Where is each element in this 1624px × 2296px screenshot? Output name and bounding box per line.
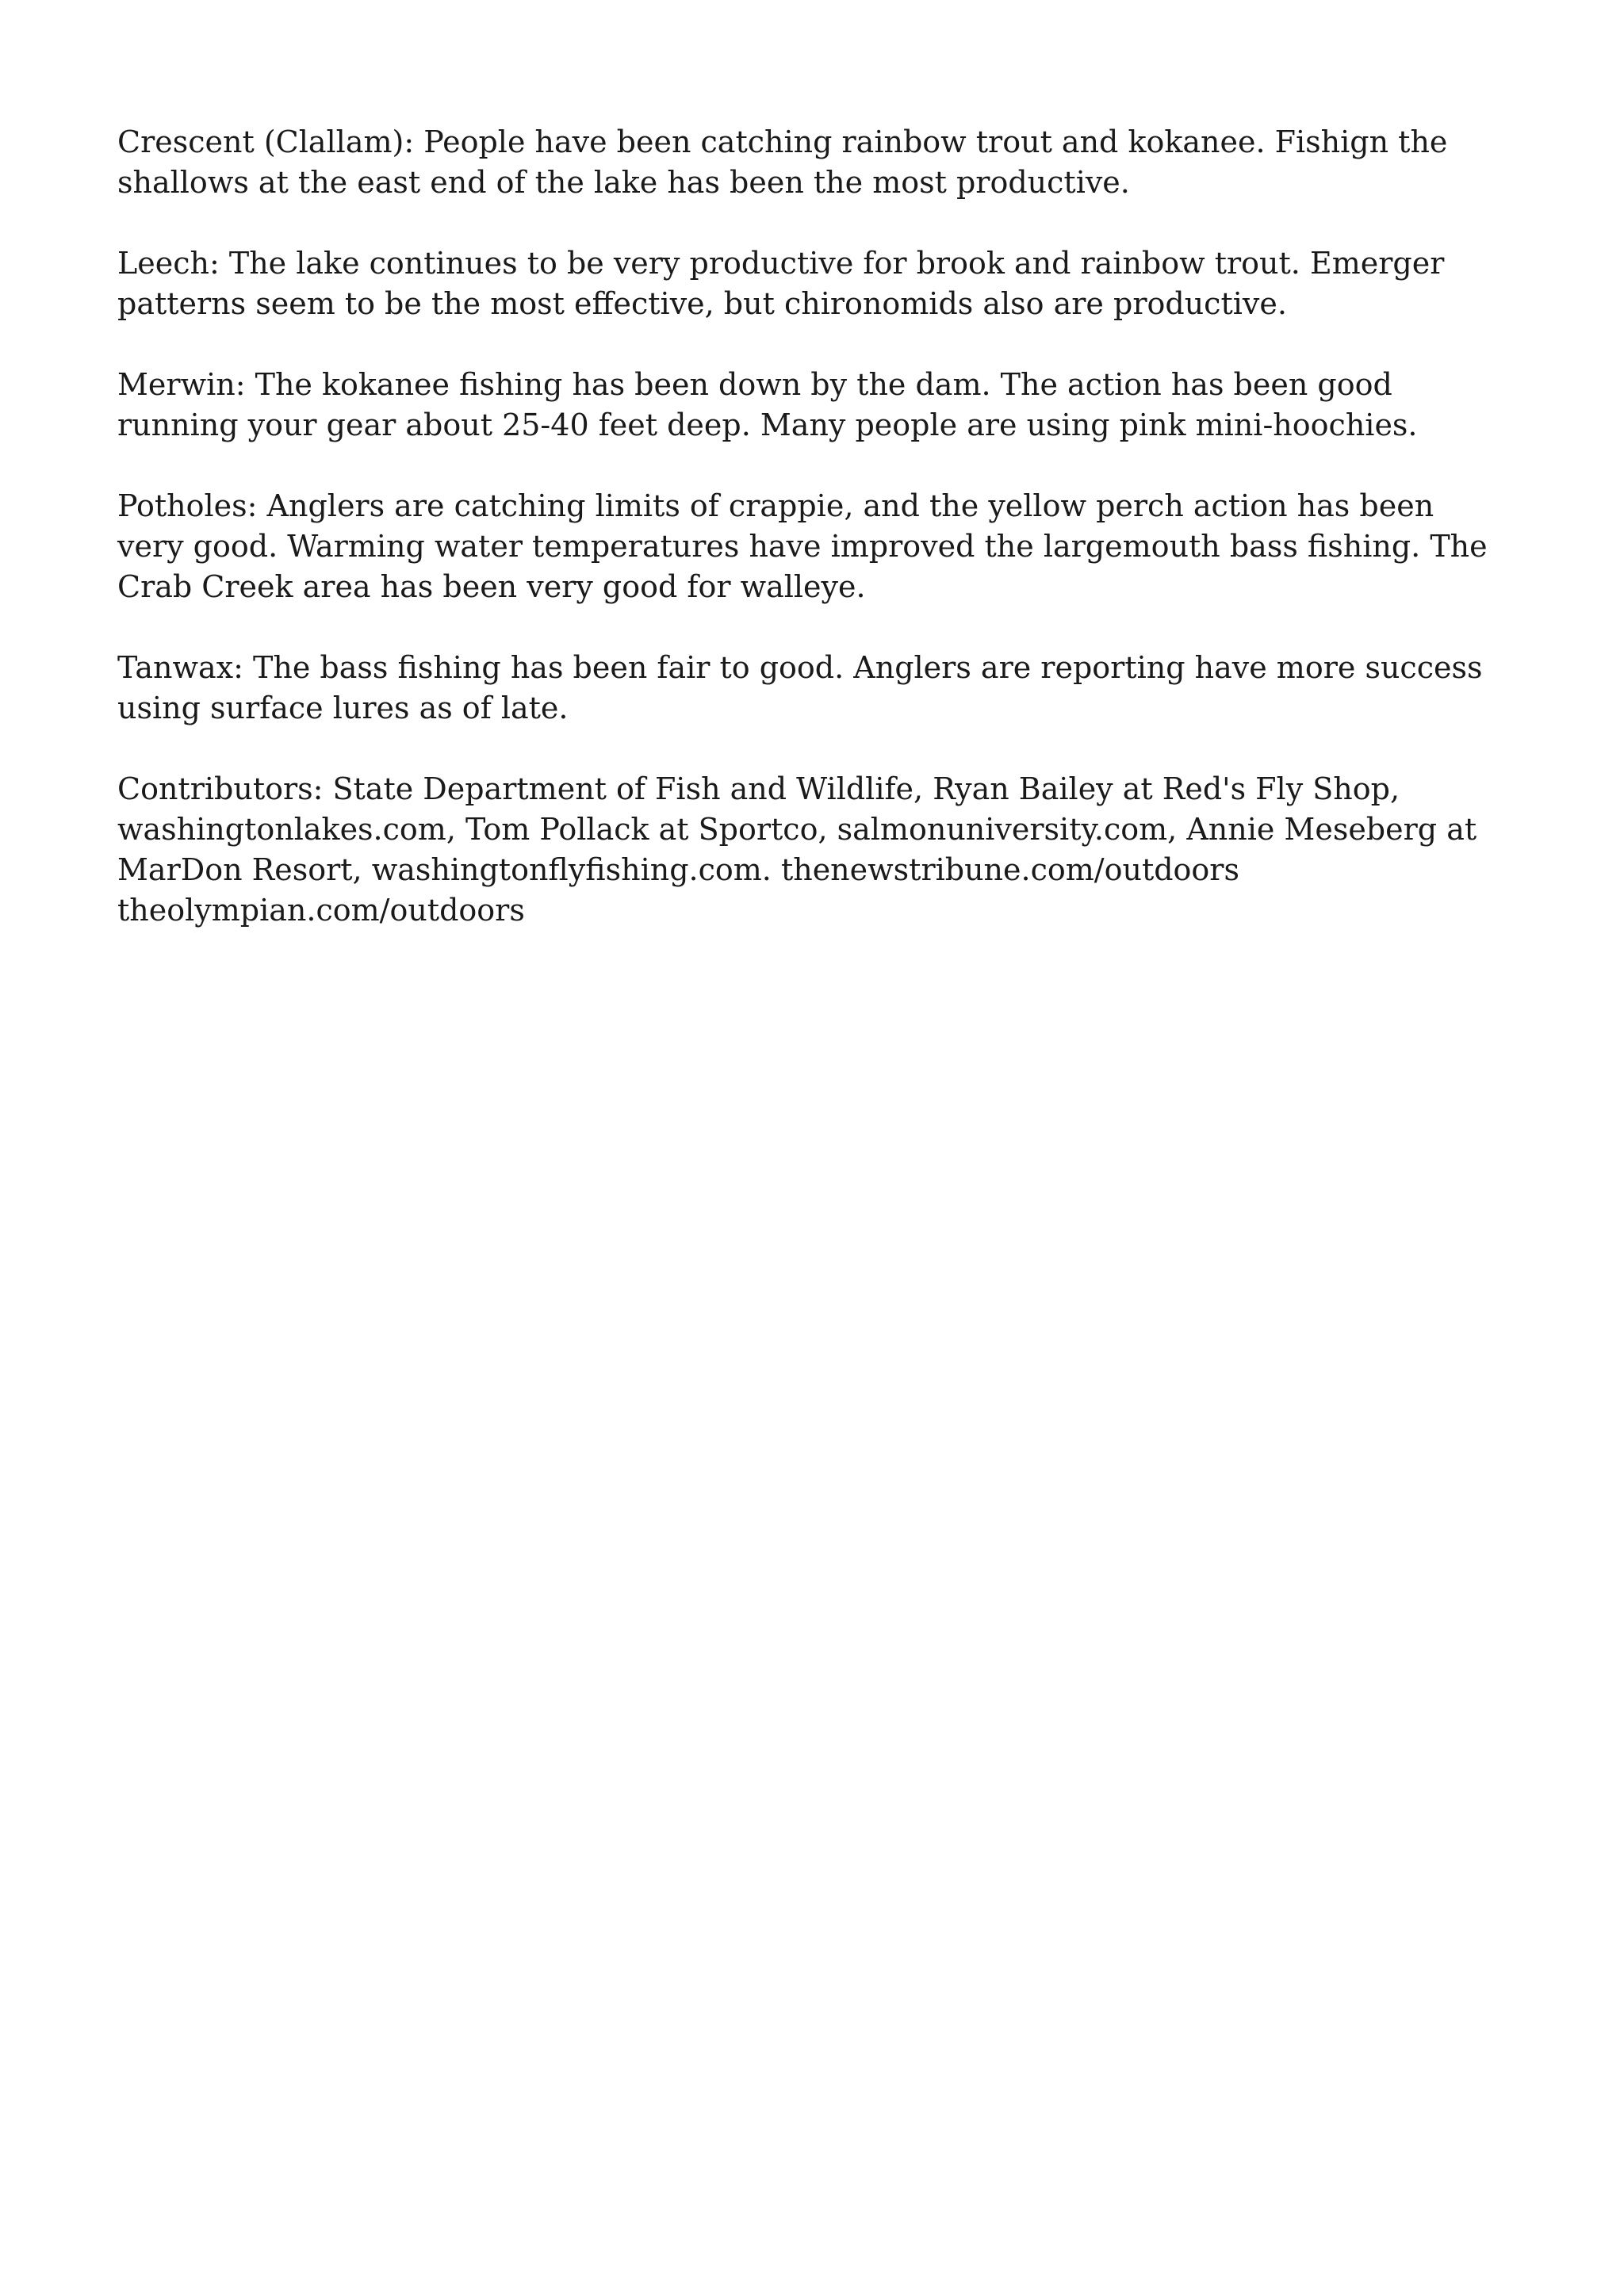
document-body: [117, 122, 1507, 931]
paragraph-merwin: Merwin: The kokanee fishing has been down by the dam. The action has been good running your gear about 25-40 feet deep. Many people are using pink mini-hoochies.: [117, 367, 1418, 442]
paragraph-potholes: Potholes: Anglers are catching limits of crappie, and the yellow perch action has been very good. Warming water temperatures have improved the largemouth bass fishing. The Crab Creek area has been very good for walleye.: [117, 488, 1488, 604]
paragraph-leech: Leech: The lake continues to be very productive for brook and rainbow trout. Emerger patterns seem to be the most effective, but chironomids also are productive.: [117, 246, 1445, 321]
paragraph-contributors: Contributors: State Department of Fish and Wildlife, Ryan Bailey at Red's Fly Shop, washingtonlakes.com, Tom Pollack at Sportco, salmonuniversity.com, Annie Meseberg at MarDon Resort, washingtonflyfishing.com. thenewstribune.com/outdoors theolympian.com/outdoors: [117, 771, 1477, 928]
paragraph-crescent: Crescent (Clallam): People have been catching rainbow trout and kokanee. Fishign the shallows at the east end of the lake has been the most productive.: [117, 124, 1448, 200]
paragraph-tanwax: Tanwax: The bass fishing has been fair to good. Anglers are reporting have more success using surface lures as of late.: [117, 650, 1483, 725]
